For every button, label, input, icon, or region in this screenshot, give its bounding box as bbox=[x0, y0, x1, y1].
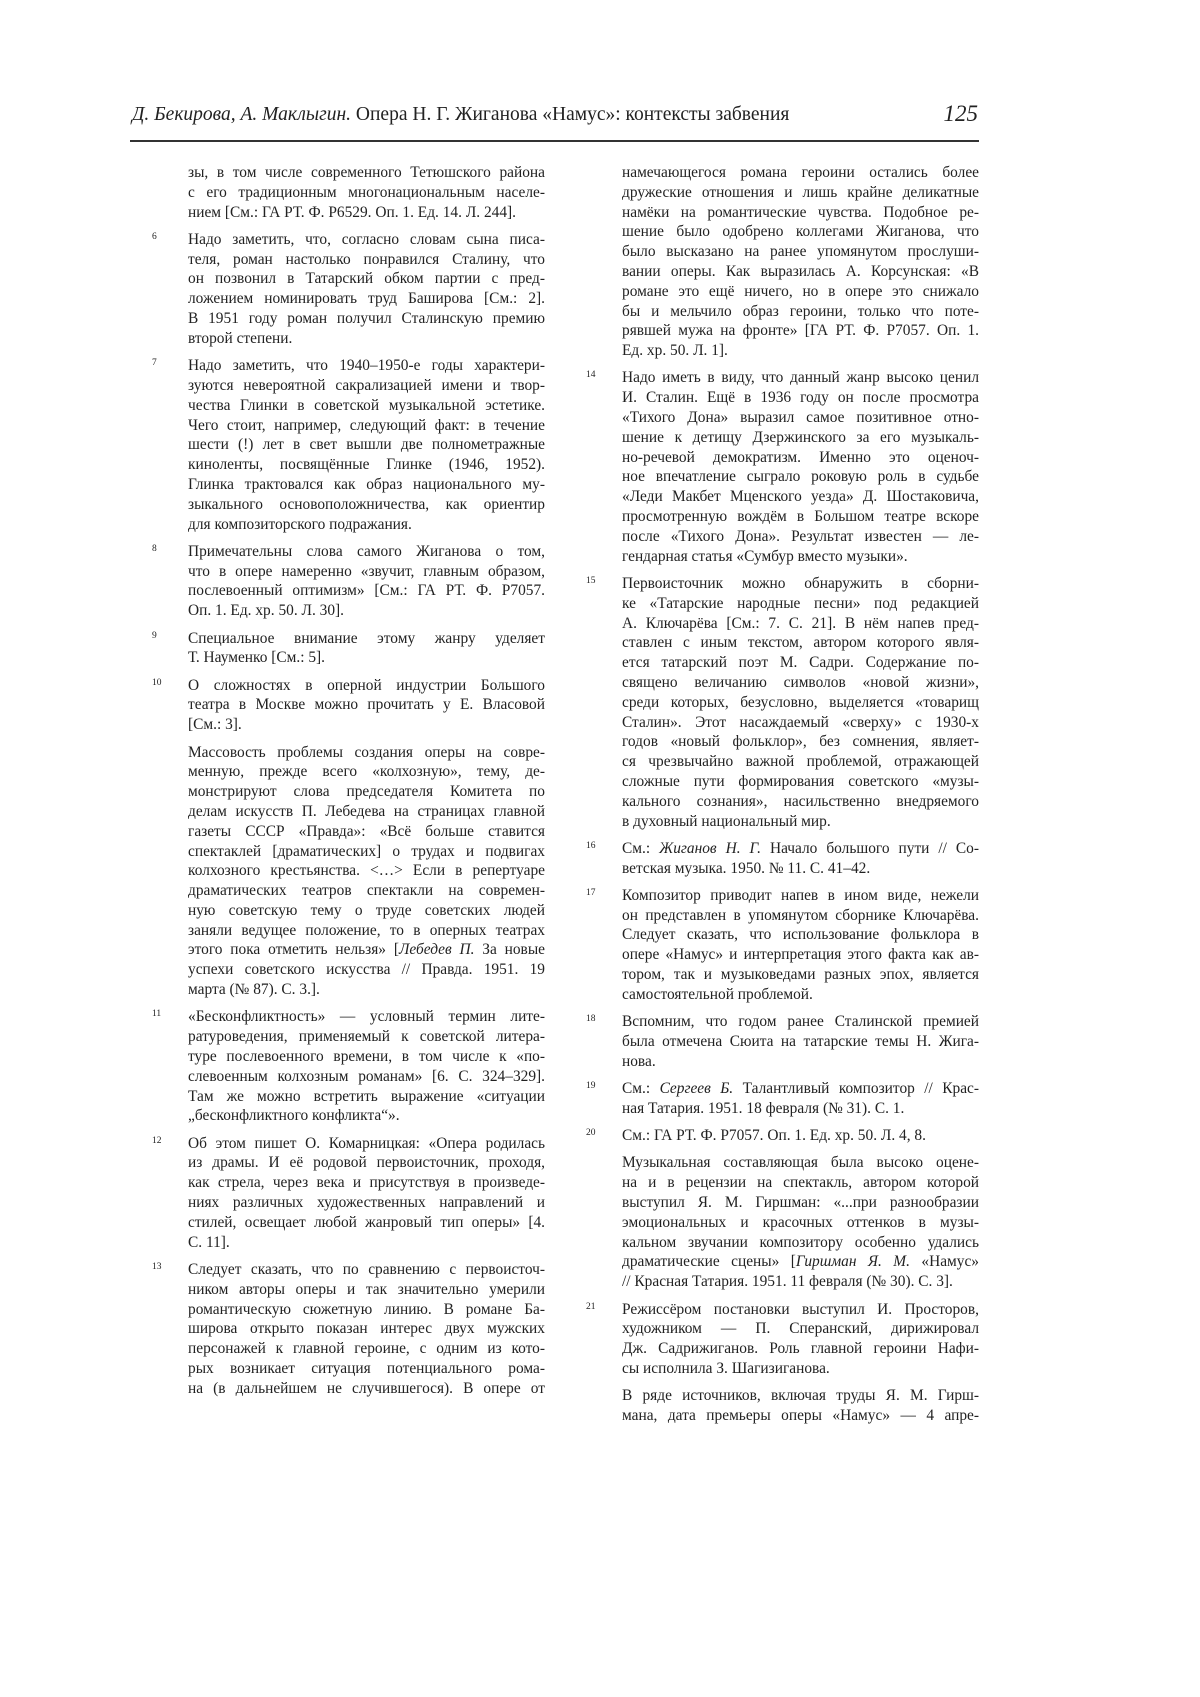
text-line: романе это ещё ничего, но в опере это снижало bbox=[622, 282, 979, 302]
footnote-paragraph bbox=[188, 163, 545, 222]
footnote-21 bbox=[622, 1300, 979, 1379]
italic-author-name: Лебедев П. bbox=[399, 941, 475, 958]
text-line: мана, дата премьеры оперы «Намус» — 4 апре- bbox=[622, 1406, 979, 1426]
text-line: О сложностях в оперной индустрии Большого bbox=[188, 676, 545, 696]
footnote-11 bbox=[188, 1007, 545, 1126]
text-line: Т. Науменко [См.: 5]. bbox=[188, 648, 545, 668]
text-line: И. Сталин. Ещё в 1936 году он после просмотра bbox=[622, 388, 979, 408]
right-column-notes bbox=[622, 163, 979, 1433]
text-line: на (в дальнейшем не случившегося). В опере от bbox=[188, 1379, 545, 1399]
text-line: Специальное внимание этому жанру уделяет bbox=[188, 629, 545, 649]
left-column-notes bbox=[188, 163, 545, 1406]
text-line: широва открыто показан интерес двух мужских bbox=[188, 1319, 545, 1339]
text-line: ниях различных художественных направлений и bbox=[188, 1193, 545, 1213]
text-line: в духовный национальный мир. bbox=[622, 812, 979, 832]
text-line: киноленты, посвящённые Глинке (1946, 1952). bbox=[188, 455, 545, 475]
footnote-19 bbox=[622, 1079, 979, 1119]
text-line: кального сознания», насильственно внедряемого bbox=[622, 792, 979, 812]
text-line: успехи советского искусства // Правда. 1951. 19 bbox=[188, 960, 545, 980]
footnote-16 bbox=[622, 839, 979, 879]
text-line: романтическую сюжетную линию. В романе Ба- bbox=[188, 1300, 545, 1320]
text-line: священо величанию символов «новой жизни», bbox=[622, 673, 979, 693]
text-line: Следует сказать, что по сравнению с первоисточ- bbox=[188, 1260, 545, 1280]
text-line: опере «Намус» и интерпретация этого факта как ав- bbox=[622, 945, 979, 965]
text-line: теля, роман настолько понравился Сталину, что bbox=[188, 250, 545, 270]
footnote-number: 19 bbox=[586, 1081, 596, 1091]
footnote-7 bbox=[188, 356, 545, 534]
text-line: шести (!) лет в свет вышли две полнометражные bbox=[188, 435, 545, 455]
text-line: как стрела, через века и присутствуя в произведе- bbox=[188, 1173, 545, 1193]
text-line: шение было одобрено коллегами Жиганова, что bbox=[622, 222, 979, 242]
text-line: была отмечена Сюита на татарские темы Н. Жига- bbox=[622, 1032, 979, 1052]
text-line: сложные пути формирования советского «музы- bbox=[622, 772, 979, 792]
header-article-title: Опера Н. Г. Жиганова «Намус»: контексты забвения bbox=[351, 104, 789, 125]
text-line: среди которых, безусловно, выделяется «товарищ bbox=[622, 693, 979, 713]
text-line: ная Татария. 1951. 18 февраля (№ 31). С. 1. bbox=[622, 1099, 979, 1119]
text-line: выступил Я. М. Гиршман: «...при разнообразии bbox=[622, 1193, 979, 1213]
text-line: было высказано на ранее упомянутом прослуши- bbox=[622, 242, 979, 262]
text-line: тором, так и музыковедами разных эпох, является bbox=[622, 965, 979, 985]
footnote-number: 10 bbox=[152, 678, 162, 688]
text-line: В 1951 году роман получил Сталинскую премию bbox=[188, 309, 545, 329]
text-line: колхозного крестьянства. <…> Если в репертуаре bbox=[188, 861, 545, 881]
footnote-number: 7 bbox=[152, 358, 157, 368]
footnote-number: 18 bbox=[586, 1014, 596, 1024]
text-line: шение к детищу Дзержинского за его музыкаль- bbox=[622, 428, 979, 448]
text-line: этого пока отметить нельзя» [Лебедев П. За новые bbox=[188, 940, 545, 960]
text-line: просмотренную вождём в Большом театре вскоре bbox=[622, 507, 979, 527]
text-line: чества Глинки в советской музыкальной эстетике. bbox=[188, 396, 545, 416]
text-line: Оп. 1. Ед. хр. 50. Л. 30]. bbox=[188, 601, 545, 621]
text-line: с его традиционным многонациональным населе- bbox=[188, 183, 545, 203]
footnote-13 bbox=[188, 1260, 545, 1399]
text-line: монстрируют слова председателя Комитета по bbox=[188, 782, 545, 802]
footnote-number: 14 bbox=[586, 370, 596, 380]
text-line: «Бесконфликтность» — условный термин лите- bbox=[188, 1007, 545, 1027]
text-line: драматических театров спектакли на современ- bbox=[188, 881, 545, 901]
footnote-8 bbox=[188, 542, 545, 621]
text-line: Режиссёром постановки выступил И. Просторов, bbox=[622, 1300, 979, 1320]
text-line: намёки на романтические чувства. Подобное ре- bbox=[622, 203, 979, 223]
text-line: спектаклей [драматических] о трудах и подвигах bbox=[188, 842, 545, 862]
text-line: Первоисточник можно обнаружить в сборни- bbox=[622, 574, 979, 594]
text-line: что в опере намеренно «звучит, главным образом, bbox=[188, 562, 545, 582]
text-line: но-речевой демократизм. Именно это оценоч- bbox=[622, 448, 979, 468]
text-line: ное впечатление сыграло роковую роль в судьбе bbox=[622, 467, 979, 487]
text-line: слевоенным колхозным романам» [6. С. 324–329]. bbox=[188, 1067, 545, 1087]
text-line: самостоятельной проблемой. bbox=[622, 985, 979, 1005]
footnote-12 bbox=[188, 1134, 545, 1253]
footnote-15 bbox=[622, 574, 979, 831]
italic-author-name: Гиршман Я. М. bbox=[796, 1253, 910, 1270]
text-line: нова. bbox=[622, 1052, 979, 1072]
text-line: ся чрезвычайно важной проблемой, отражающей bbox=[622, 752, 979, 772]
text-line: из драмы. И её родовой первоисточник, проходя, bbox=[188, 1153, 545, 1173]
text-line: кальном звучании композитору особенно удались bbox=[622, 1233, 979, 1253]
text-line: Музыкальная составляющая была высоко оцене- bbox=[622, 1153, 979, 1173]
footnote-number: 6 bbox=[152, 232, 157, 242]
footnote-number: 9 bbox=[152, 631, 157, 641]
text-line: заняли ведущее положение, то в оперных театрах bbox=[188, 921, 545, 941]
footnote-number: 17 bbox=[586, 888, 596, 898]
running-header bbox=[132, 104, 978, 134]
text-line: Надо заметить, что 1940–1950-е годы характери- bbox=[188, 356, 545, 376]
text-line: зы, в том числе современного Тетюшского района bbox=[188, 163, 545, 183]
text-line: // Красная Татария. 1951. 11 февраля (№ 30). С. 3]. bbox=[622, 1272, 979, 1292]
text-line: годов «новый фольклор», без сомнения, являет- bbox=[622, 732, 979, 752]
text-line: Чего стоит, например, следующий факт: в течение bbox=[188, 416, 545, 436]
text-line: нием [См.: ГА РТ. Ф. Р6529. Оп. 1. Ед. 14. Л. 244]. bbox=[188, 203, 545, 223]
footnote-number: 20 bbox=[586, 1128, 596, 1138]
text-line: сы исполнила З. Шагизиганова. bbox=[622, 1359, 979, 1379]
text-line: дружеские отношения и лишь крайне деликатные bbox=[622, 183, 979, 203]
text-line: вании оперы. Как выразилась А. Корсунская: «В bbox=[622, 262, 979, 282]
text-line: Следует сказать, что использование фольклора в bbox=[622, 925, 979, 945]
text-line: Массовость проблемы создания оперы на совре- bbox=[188, 743, 545, 763]
text-line: Глинка трактовался как образ национального му- bbox=[188, 475, 545, 495]
text-line: „бесконфликтного конфликта“». bbox=[188, 1106, 545, 1126]
footnote-paragraph bbox=[622, 163, 979, 361]
italic-author-name: Жиганов Н. Г. bbox=[659, 840, 761, 857]
text-line: ложением номинировать труд Баширова [См.: 2]. bbox=[188, 289, 545, 309]
text-line: Ед. хр. 50. Л. 1]. bbox=[622, 341, 979, 361]
text-line: он представлен в упомянутом сборнике Ключарёва. bbox=[622, 906, 979, 926]
text-line: ется татарский поэт М. Садри. Содержание по- bbox=[622, 653, 979, 673]
text-line: на и в рецензии на спектакль, автором которой bbox=[622, 1173, 979, 1193]
text-line: ную советскую тему о труде советских людей bbox=[188, 901, 545, 921]
text-line: марта (№ 87). С. 3.]. bbox=[188, 980, 545, 1000]
text-line: намечающегося романа героини остались более bbox=[622, 163, 979, 183]
text-line: ветская музыка. 1950. № 11. С. 41–42. bbox=[622, 859, 979, 879]
text-line: [См.: 3]. bbox=[188, 715, 545, 735]
page-number: 125 bbox=[944, 101, 979, 127]
text-line: С. 11]. bbox=[188, 1233, 545, 1253]
footnote-number: 16 bbox=[586, 841, 596, 851]
text-line: рявшей мужа на фронте» [ГА РТ. Ф. Р7057. Оп. 1. bbox=[622, 321, 979, 341]
text-line: рых возникает ситуация потенциального рома- bbox=[188, 1359, 545, 1379]
text-line: «Тихого Дона» выразил самое позитивное отно- bbox=[622, 408, 979, 428]
header-rule bbox=[130, 140, 979, 142]
text-line: Примечательны слова самого Жиганова о том, bbox=[188, 542, 545, 562]
footnote-number: 21 bbox=[586, 1302, 596, 1312]
text-line: стилей, освещает любой жанровый тип оперы» [4. bbox=[188, 1213, 545, 1233]
text-line: Там же можно встретить выражение «ситуации bbox=[188, 1087, 545, 1107]
text-line: В ряде источников, включая труды Я. М. Гирш- bbox=[622, 1386, 979, 1406]
text-line: Дж. Садрижиганов. Роль главной героини Нафи- bbox=[622, 1339, 979, 1359]
footnote-number: 11 bbox=[152, 1009, 161, 1019]
text-line: ратуроведения, применяемый к советской литера- bbox=[188, 1027, 545, 1047]
text-line: ке «Татарские народные песни» под редакцией bbox=[622, 594, 979, 614]
text-line: персонажей к главной героине, с одним из кото- bbox=[188, 1339, 545, 1359]
text-line: художником — П. Сперанский, дирижировал bbox=[622, 1319, 979, 1339]
text-line: Композитор приводит напев в ином виде, нежели bbox=[622, 886, 979, 906]
footnote-number: 13 bbox=[152, 1262, 162, 1272]
text-line: ником авторы оперы и так значительно умерили bbox=[188, 1280, 545, 1300]
text-line: Об этом пишет О. Комарницкая: «Опера родилась bbox=[188, 1134, 545, 1154]
text-line: послевоенный оптимизм» [См.: ГА РТ. Ф. Р7057. bbox=[188, 581, 545, 601]
text-line: «Леди Макбет Мценского уезда» Д. Шостаковича, bbox=[622, 487, 979, 507]
text-line: См.: Сергеев Б. Талантливый композитор // Крас- bbox=[622, 1079, 979, 1099]
footnote-6 bbox=[188, 230, 545, 349]
text-line: туре послевоенного времени, в том числе к «по- bbox=[188, 1047, 545, 1067]
footnote-number: 12 bbox=[152, 1136, 162, 1146]
text-line: гендарная статья «Сумбур вместо музыки». bbox=[622, 547, 979, 567]
text-line: Надо заметить, что, согласно словам сына писа- bbox=[188, 230, 545, 250]
text-line: второй степени. bbox=[188, 329, 545, 349]
footnote-20 bbox=[622, 1126, 979, 1146]
text-line: эмоциональных и красочных оттенков в музы- bbox=[622, 1213, 979, 1233]
running-title bbox=[132, 104, 789, 126]
text-line: Сталин». Этот насаждаемый «сверху» с 1930-х bbox=[622, 713, 979, 733]
text-line: газеты СССР «Правда»: «Всё больше ставится bbox=[188, 822, 545, 842]
footnote-10 bbox=[188, 676, 545, 735]
footnote-18 bbox=[622, 1012, 979, 1071]
footnote-9 bbox=[188, 629, 545, 669]
text-line: зыкального основоположничества, как ориентир bbox=[188, 495, 545, 515]
text-line: после «Тихого Дона». Результат известен — ле- bbox=[622, 527, 979, 547]
footnote-17 bbox=[622, 886, 979, 1005]
text-line: ставлен с иным текстом, автором которого явля- bbox=[622, 633, 979, 653]
text-line: Вспомним, что годом ранее Сталинской премией bbox=[622, 1012, 979, 1032]
text-line: См.: ГА РТ. Ф. Р7057. Оп. 1. Ед. хр. 50. Л. 4, 8. bbox=[622, 1126, 979, 1146]
footnote-number: 8 bbox=[152, 544, 157, 554]
footnote-14 bbox=[622, 368, 979, 566]
text-line: менную, прежде всего «колхозную», тему, де- bbox=[188, 762, 545, 782]
footnote-paragraph bbox=[622, 1153, 979, 1292]
text-line: театра в Москве можно прочитать у Е. Власовой bbox=[188, 695, 545, 715]
text-line: А. Ключарёва [См.: 7. С. 21]. В нём напев пред- bbox=[622, 614, 979, 634]
text-line: драматические сцены» [Гиршман Я. М. «Намус» bbox=[622, 1252, 979, 1272]
footnote-number: 15 bbox=[586, 576, 596, 586]
text-line: делам искусств П. Лебедева на страницах главной bbox=[188, 802, 545, 822]
text-line: Надо иметь в виду, что данный жанр высоко ценил bbox=[622, 368, 979, 388]
text-line: зуются невероятной сакрализацией имени и твор- bbox=[188, 376, 545, 396]
text-line: для композиторского подражания. bbox=[188, 515, 545, 535]
text-line: бы и мельчило образ героини, только что поте- bbox=[622, 302, 979, 322]
text-line: См.: Жиганов Н. Г. Начало большого пути // Со- bbox=[622, 839, 979, 859]
italic-author-name: Сергеев Б. bbox=[660, 1080, 734, 1097]
header-authors: Д. Бекирова, А. Маклыгин. bbox=[132, 104, 351, 125]
text-line: он позвонил в Татарский обком партии с пред- bbox=[188, 269, 545, 289]
footnote-paragraph bbox=[188, 743, 545, 1000]
footnote-paragraph bbox=[622, 1386, 979, 1426]
